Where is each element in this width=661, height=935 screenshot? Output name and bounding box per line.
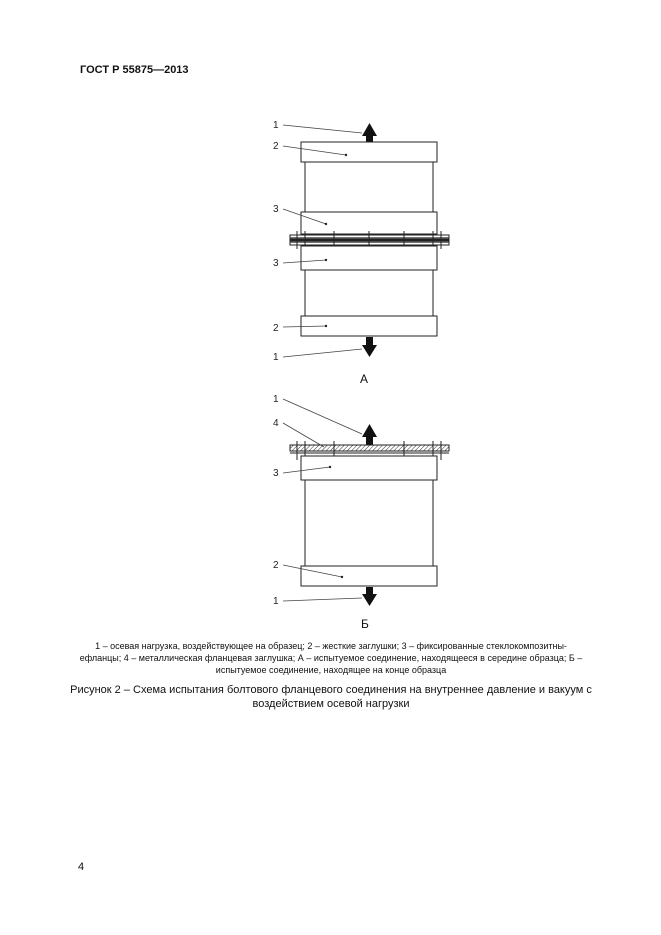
composite-flange-upper	[301, 212, 437, 234]
callout-a-3b: 3	[273, 258, 279, 269]
axial-load-arrow-bottom	[362, 337, 377, 357]
axial-load-arrow-top	[362, 123, 377, 144]
figure-caption: Рисунок 2 – Схема испытания болтового фланцевого соединения на внутреннее давление и вакуум с воздействием осевой нагрузки	[70, 684, 592, 710]
page-number: 4	[78, 861, 85, 873]
callout-a-1: 1	[273, 120, 279, 131]
composite-flange-lower	[301, 246, 437, 270]
figure-label-b: Б	[361, 617, 369, 631]
axial-load-arrow-bottom-b	[362, 587, 377, 606]
axial-load-arrow-top-b	[362, 424, 377, 445]
callout-b-3: 3	[273, 468, 279, 479]
document-header: ГОСТ Р 55875—2013	[80, 64, 189, 76]
callout-b-1: 1	[273, 394, 279, 405]
figure-legend: 1 – осевая нагрузка, воздействующее на образец; 2 – жесткие заглушки; 3 – фиксированные стеклокомпозитны-ефланцы; 4 – металлическая фланцевая заглушка; А – испытуемое соединение, находящееся в середине образца; Б – испытуемое соединение, находящее на конце образца	[79, 641, 583, 675]
callout-b-1b: 1	[273, 596, 279, 607]
rigid-end-cap-top	[301, 142, 437, 162]
callout-labels-a	[273, 120, 279, 363]
callout-a-3: 3	[273, 204, 279, 215]
specimen-pipe-b	[305, 480, 433, 566]
rigid-end-cap-bottom-b	[301, 566, 437, 586]
specimen-pipe-upper	[305, 162, 433, 212]
figure-label-a: А	[360, 372, 369, 386]
callout-a-1b: 1	[273, 352, 279, 363]
callout-a-2: 2	[273, 141, 279, 152]
diagram-part-a	[283, 123, 449, 357]
callout-a-2b: 2	[273, 323, 279, 334]
callout-b-2: 2	[273, 560, 279, 571]
specimen-pipe-lower	[305, 270, 433, 316]
diagram-part-b	[283, 399, 449, 606]
callout-labels-b	[273, 394, 279, 607]
callout-b-4: 4	[273, 418, 279, 429]
